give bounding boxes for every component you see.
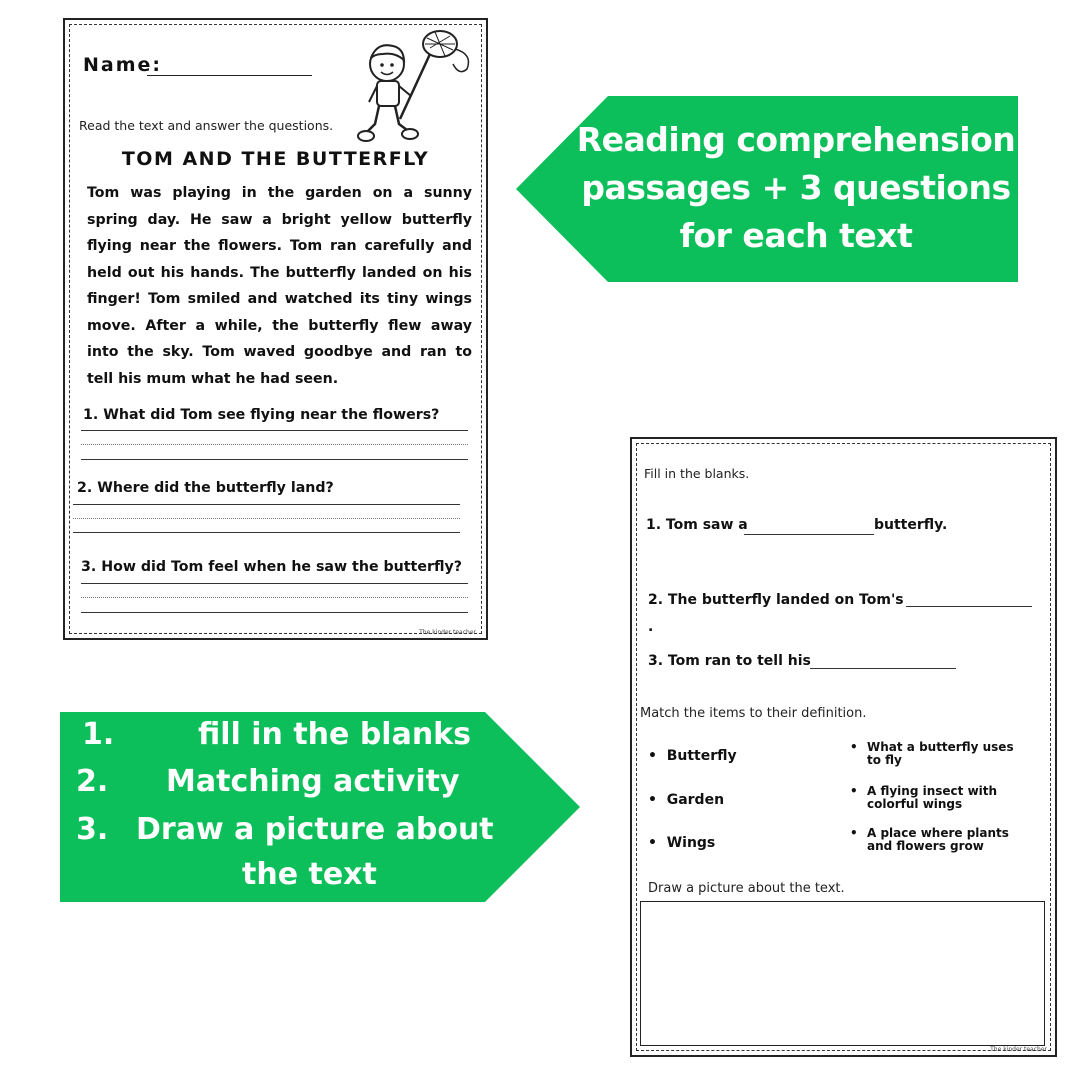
- answer-line: [81, 612, 468, 613]
- passage-title: TOM AND THE BUTTERFLY: [121, 148, 430, 170]
- blank-line: [744, 534, 874, 535]
- fill-instruction: Fill in the blanks.: [644, 466, 750, 481]
- fill-item-2: 2. The butterfly landed on Tom's: [648, 592, 904, 608]
- instruction-text: Read the text and answer the questions.: [79, 118, 334, 133]
- fill-item-2-dot: .: [648, 619, 654, 635]
- answer-guide-line: [73, 518, 460, 519]
- name-label: Name:: [83, 54, 163, 76]
- answer-line: [81, 459, 468, 460]
- callout-line: passages + 3 questions: [581, 168, 1011, 207]
- name-line: [147, 75, 312, 76]
- match-right-item: • A place where plants and flowers grow: [850, 826, 1009, 853]
- fill-item-3: 3. Tom ran to tell his: [648, 653, 811, 669]
- callout-line: for each text: [679, 216, 913, 255]
- callout-reading-passages: [516, 96, 1018, 282]
- answer-line: [81, 430, 468, 431]
- answer-line: [73, 532, 460, 533]
- footer-credit: The kinder teacher: [990, 1046, 1047, 1053]
- match-left-item: • Butterfly: [648, 748, 737, 764]
- blank-line: [906, 606, 1032, 607]
- match-left-item: • Garden: [648, 792, 725, 808]
- match-right-item: • What a butterfly uses to fly: [850, 740, 1014, 767]
- answer-line: [81, 583, 468, 584]
- callout-line: Reading comprehension: [576, 120, 1016, 159]
- passage-text: Tom was playing in the garden on a sunny spring day. He saw a bright yellow butterfly flying near the flowers. Tom ran carefully and held out his hands. The butterfly landed on his finger! Tom smiled and watched its tiny wings move. After a while, the butterfly flew away into the sky. Tom waved goodbye and ran to tell his mum what he had seen.: [87, 185, 472, 387]
- answer-guide-line: [81, 597, 468, 598]
- match-left-item: • Wings: [648, 835, 716, 851]
- question-2: 2. Where did the butterfly land?: [77, 480, 334, 496]
- blank-line: [810, 668, 956, 669]
- draw-instruction: Draw a picture about the text.: [648, 881, 845, 896]
- callout-text: [576, 116, 1016, 260]
- worksheet-activities: [630, 437, 1057, 1057]
- boy-with-butterfly-net-illustration: [355, 24, 485, 149]
- question-1: 1. What did Tom see flying near the flowers?: [83, 407, 440, 423]
- fill-item-1-start: 1. Tom saw a: [646, 517, 748, 533]
- footer-credit: The kinder teacher: [419, 629, 476, 636]
- answer-line: [73, 504, 460, 505]
- question-3: 3. How did Tom feel when he saw the butterfly?: [81, 559, 462, 575]
- worksheet-reading: [63, 18, 488, 640]
- match-right-item: • A flying insect with colorful wings: [850, 784, 998, 811]
- callout-activity-list: 1. fill in the blanks 2. Matching activity 3. Draw a picture about the text: [60, 712, 580, 902]
- drawing-box[interactable]: [640, 901, 1045, 1046]
- answer-guide-line: [81, 444, 468, 445]
- fill-item-1-end: butterfly.: [874, 517, 948, 533]
- match-instruction: Match the items to their definition.: [640, 706, 867, 721]
